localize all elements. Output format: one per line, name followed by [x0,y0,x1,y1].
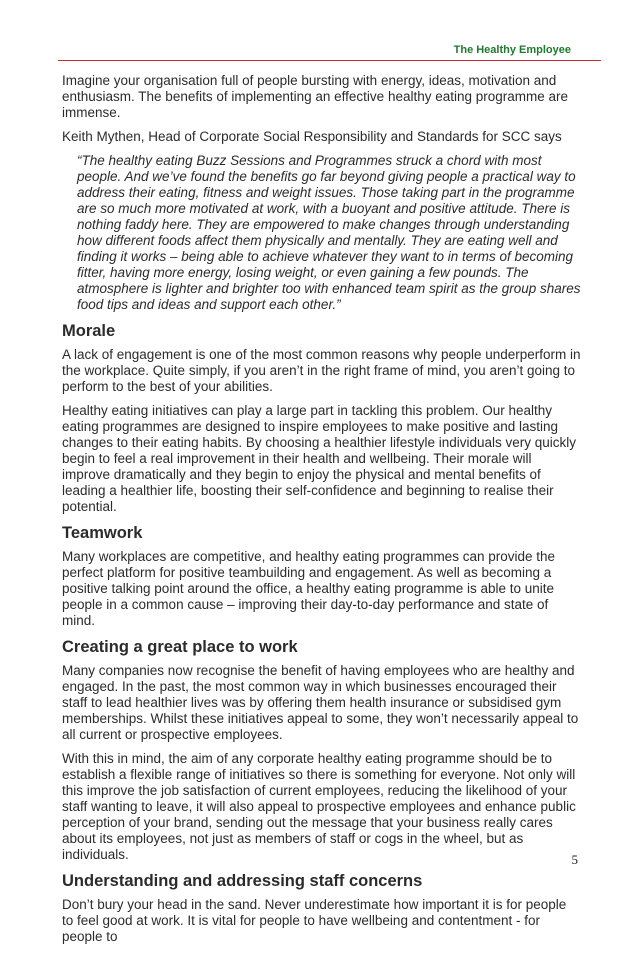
great-place-paragraph: With this in mind, the aim of any corporate healthy eating programme should be to establish a flexible range of initiatives so there is something for everyone. Not only will this improve the job satisfaction of current employees, reducing the likelihood of your staff wanting to leave, it will also appeal to prospective employees and enhance public perception of your brand, sending out the message that your business really cares about its employees, not just as members of staff or cogs in the wheel, but as individuals. [62,751,576,862]
staff-concerns-paragraph: Don’t bury your head in the sand. Never underestimate how important it is for people to feel good at work. It is vital for people to have wellbeing and contentment - for people to [62,897,567,944]
section-heading-teamwork: Teamwork [62,524,143,542]
running-header-title: The Healthy Employee [453,44,571,56]
header-divider [58,60,601,61]
attribution-paragraph: Keith Mythen, Head of Corporate Social Responsibility and Standards for SCC says [62,129,562,144]
teamwork-paragraph: Many workplaces are competitive, and healthy eating programmes can provide the perfect platform for positive teambuilding and engagement. As well as becoming a positive talking point around the office, a healthy eating programme is able to unite people in a common cause – improving their day-to-day performance and state of mind. [62,549,556,628]
page-body [62,73,581,953]
morale-paragraph: Healthy eating initiatives can play a large part in tackling this problem. Our healthy eating programmes are designed to inspire employees to make positive and lasting changes to their eating habits. By choosing a healthier lifestyle individuals very quickly begin to feel a real improvement in their health and wellbeing. Their morale will improve dramatically and they begin to enjoy the physical and mental benefits of leading a healthier life, boosting their self-confidence and beginning to realise their potential. [62,403,577,514]
section-heading-staff-concerns: Understanding and addressing staff concerns [62,872,423,890]
section-heading-great-place: Creating a great place to work [62,638,298,656]
morale-paragraph: A lack of engagement is one of the most common reasons why people underperform in the workplace. Quite simply, if you aren’t in the right frame of mind, you aren’t going to perform to the best of your abilities. [62,347,581,394]
great-place-paragraph: Many companies now recognise the benefit of having employees who are healthy and engaged. In the past, the most common way in which businesses encouraged their staff to lead healthier lives was by offering them health insurance or subsidised gym memberships. Whilst these initiatives appeal to some, they won’t necessarily appeal to all current or prospective employees. [62,663,579,742]
intro-paragraph: Imagine your organisation full of people bursting with energy, ideas, motivation and enthusiasm. The benefits of implementing an effective healthy eating programme are immense. [62,73,569,120]
section-heading-morale: Morale [62,322,116,340]
testimonial-quote: “The healthy eating Buzz Sessions and Programmes struck a chord with most people. And we’ve found the benefits go far beyond giving people a practical way to address their eating, fitness and weight issues. Those taking part in the programme are so much more motivated at work, with a buoyant and positive attitude. There is nothing faddy here. They are empowered to make changes through understanding how different foods affect them physically and mentally. They are eating well and finding it works – being able to achieve whatever they want to in terms of becoming fitter, having more energy, losing weight, or even gaining a few pounds. The atmosphere is lighter and brighter too with enhanced team spirit as the group shares food tips and ideas and support each other.” [77,153,581,312]
page-number: 5 [571,852,578,867]
